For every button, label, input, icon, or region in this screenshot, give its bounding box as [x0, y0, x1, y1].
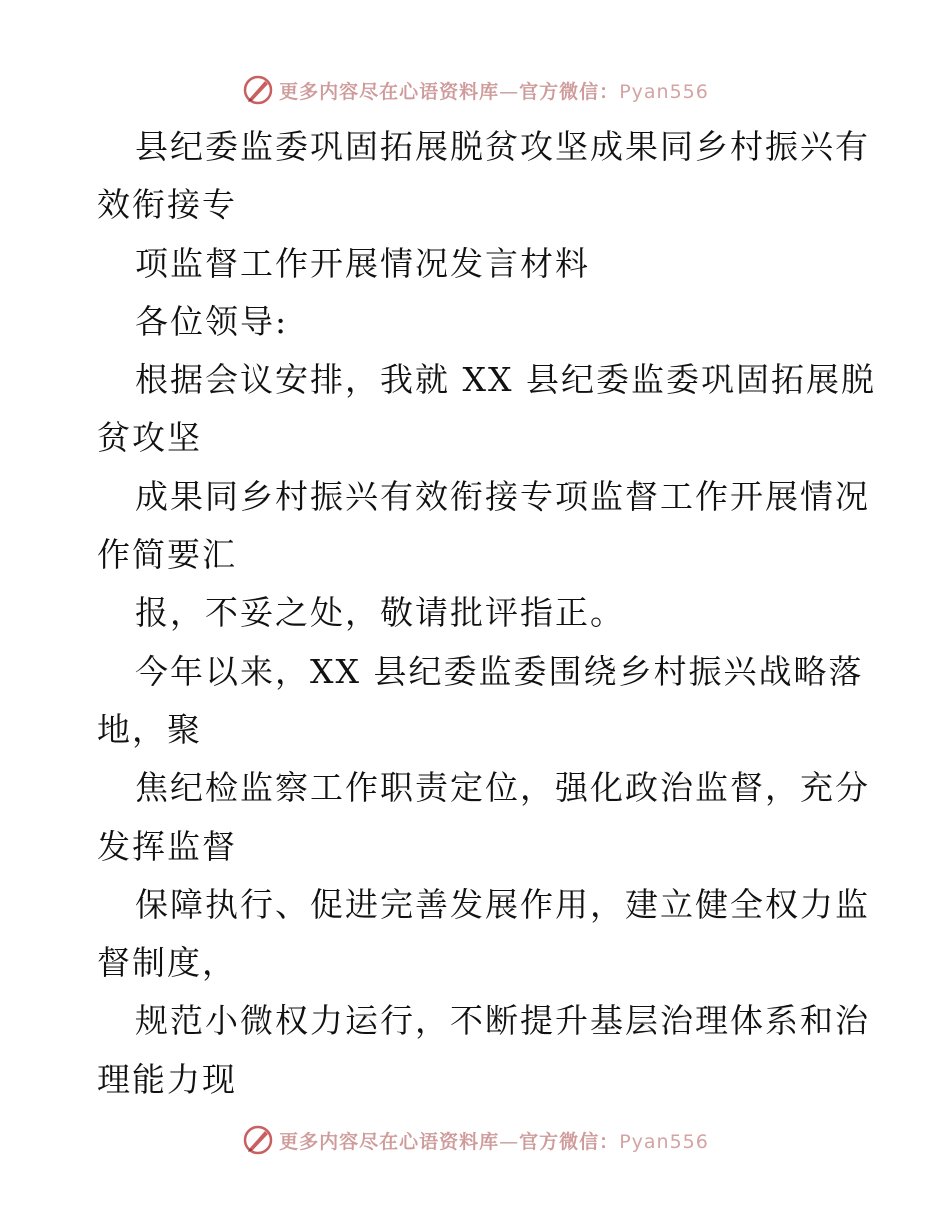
header-watermark [0, 70, 950, 110]
text-line: 发挥监督 [97, 826, 237, 866]
text-line: 各位领导: [135, 301, 289, 341]
text-line: 根据会议安排，我就 XX 县纪委监委巩固拓展脱 [135, 360, 876, 400]
text-line: 效衔接专 [97, 185, 237, 225]
watermark-wechat-id: Pyan556 [619, 80, 709, 103]
text-line: 县纪委监委巩固拓展脱贫攻坚成果同乡村振兴有 [135, 127, 870, 166]
text-line: 地，聚 [97, 709, 202, 749]
watermark-separator: — [499, 1130, 520, 1153]
watermark-label: 官方微信： [519, 1130, 620, 1153]
text-line: 保障执行、促进完善发展作用，建立健全权力监 [135, 884, 870, 924]
text-line: 贫攻坚 [97, 418, 202, 458]
text-line: 今年以来，XX 县纪委监委围绕乡村振兴战略落 [135, 651, 864, 691]
watermark-separator: — [499, 80, 520, 103]
watermark-text [279, 77, 709, 104]
text-line: 作简要汇 [97, 535, 237, 575]
watermark-label: 官方微信： [519, 80, 620, 103]
watermark-wechat-id: Pyan556 [619, 1130, 709, 1153]
footer-watermark [0, 1120, 950, 1160]
text-line: 焦纪检监察工作职责定位，强化政治监督，充分 [135, 768, 870, 808]
text-line: 成果同乡村振兴有效衔接专项监督工作开展情况 [135, 476, 870, 516]
pen-logo-icon [241, 73, 275, 107]
pen-logo-icon [241, 1123, 275, 1157]
watermark-brand: 更多内容尽在心语资料库 [279, 1130, 500, 1153]
text-line: 规范小微权力运行，不断提升基层治理体系和治 [135, 1001, 870, 1041]
watermark-brand: 更多内容尽在心语资料库 [279, 80, 500, 103]
text-line: 报，不妥之处，敬请批评指正。 [135, 593, 625, 633]
text-line: 理能力现 [97, 1059, 237, 1099]
text-line: 督制度， [97, 943, 237, 983]
watermark-text [279, 1127, 709, 1154]
text-line: 项监督工作开展情况发言材料 [135, 243, 590, 283]
document-body [97, 118, 876, 1109]
